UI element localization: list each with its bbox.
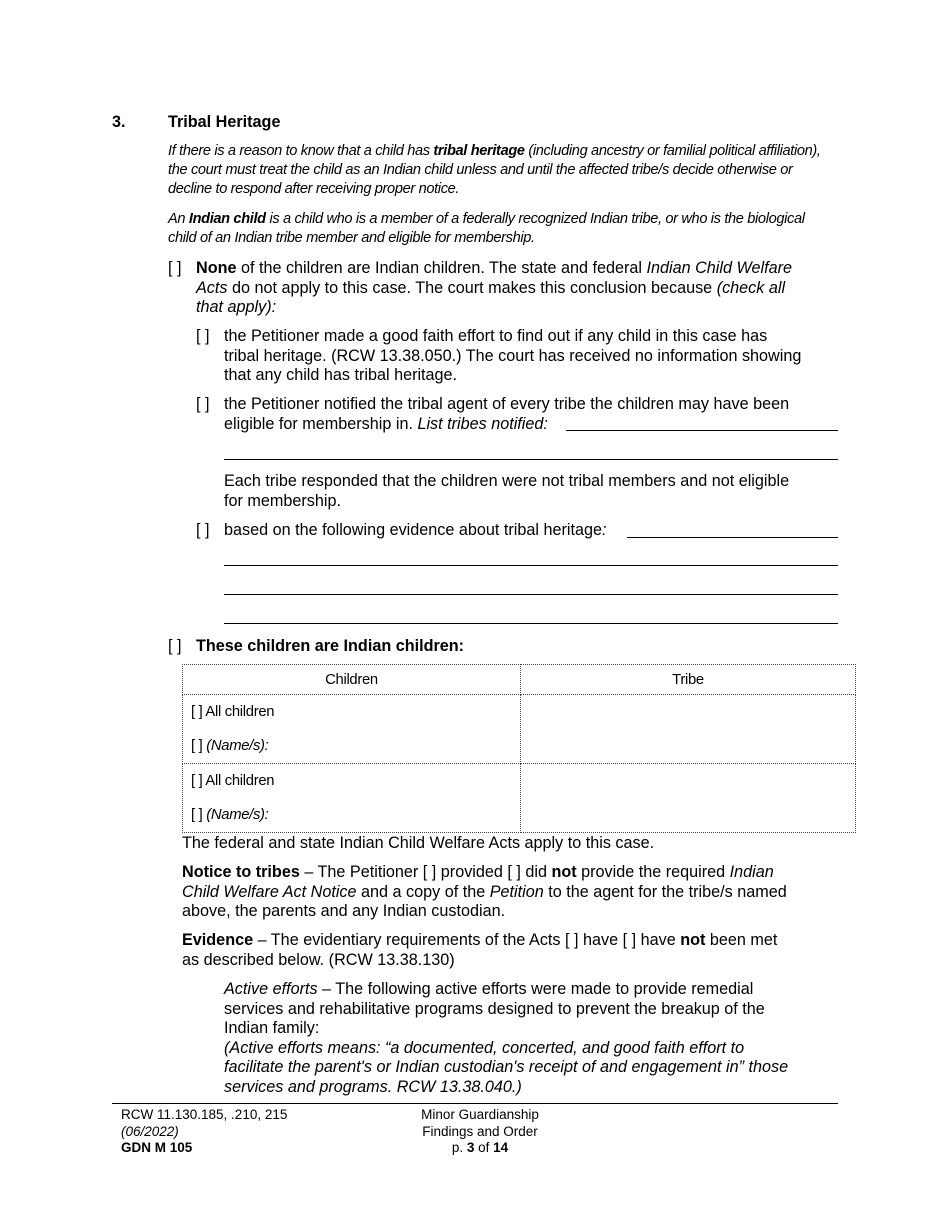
all-children-option[interactable]: [ ] All children (191, 773, 275, 789)
good-faith-checkbox[interactable]: [ ] (196, 327, 210, 345)
section-number: 3. (112, 113, 126, 131)
none-option-text: None of the children are Indian children. The state and federal Indian Child Welfare Acts do not apply to this case. The court makes this conclusion because (check all that apply): (196, 259, 792, 316)
table-row (183, 764, 856, 833)
footer-rule (112, 1103, 838, 1104)
icwa-applies-text: The federal and state Indian Child Welfare Acts apply to this case. (182, 834, 655, 852)
table-header-row (183, 665, 856, 695)
intro-paragraph-2: An Indian child is a child who is a member of a federally recognized Indian tribe, or who is the biological child of an Indian tribe member and eligible for membership. (168, 211, 805, 246)
children-column-header: Children (183, 665, 521, 695)
evidence-heritage-line-2[interactable] (224, 594, 838, 595)
evidence-heritage-text: based on the following evidence about tribal heritage: (224, 521, 607, 539)
tribe-column-header: Tribe (521, 665, 856, 695)
intro-paragraph-1: If there is a reason to know that a child has tribal heritage (including ancestry or familial political affiliation), the court must treat the child as an Indian child unless and until the affected tribe/s decide otherwise or decline to respond after receiving proper notice. (168, 143, 821, 197)
footer-left: RCW 11.130.185, .210, 215 (06/2022) GDN M 105 (121, 1107, 288, 1155)
evidence-heritage-field[interactable] (627, 537, 838, 538)
children-cell (183, 695, 521, 764)
active-efforts: Active efforts – The following active efforts were made to provide remedial services and rehabilitative programs designed to prevent the breakup of the Indian family: (Active efforts means: “a documented, concerted, and good faith effort to facilitate the parent's or Indian custodian's receipt of and engagement in” those services and programs. RCW 13.38.040.) (224, 980, 789, 1096)
page-number: p. 3 of 14 (451, 1140, 509, 1155)
tribe-cell[interactable] (521, 695, 856, 764)
evidence-paragraph: Evidence – The evidentiary requirements of the Acts [ ] have [ ] have not been met as described below. (RCW 13.38.130) (182, 931, 778, 969)
footer-center: Minor Guardianship Findings and Order p. 3 of 14 (380, 1107, 580, 1157)
tribes-notified-field[interactable] (566, 430, 838, 431)
children-cell (183, 764, 521, 833)
indian-children-checkbox[interactable]: [ ] (168, 637, 182, 655)
tribes-response-text: Each tribe responded that the children were not tribal members and not eligible for membership. (224, 472, 790, 510)
all-children-option[interactable]: [ ] All children (191, 704, 275, 720)
indian-children-label: These children are Indian children: (196, 637, 465, 655)
tribes-notified-field-2[interactable] (224, 459, 838, 460)
evidence-heritage-line-1[interactable] (224, 565, 838, 566)
names-option[interactable]: [ ] (Name/s): (191, 807, 269, 823)
notified-text: the Petitioner notified the tribal agent of every tribe the children may have been eligible for membership in. List tribes notified: (224, 395, 790, 433)
names-option[interactable]: [ ] (Name/s): (191, 738, 269, 754)
section-title: Tribal Heritage (168, 113, 281, 131)
none-checkbox[interactable]: [ ] (168, 259, 182, 277)
evidence-heritage-line-3[interactable] (224, 623, 838, 624)
table-row (183, 695, 856, 764)
good-faith-text: the Petitioner made a good faith effort to find out if any child in this case has tribal heritage. (RCW 13.38.050.) The court has received no information showing that any child has tribal heritage. (224, 327, 802, 384)
notice-to-tribes: Notice to tribes – The Petitioner [ ] provided [ ] did not provide the required Indian Child Welfare Act Notice and a copy of the Petition to the agent for the tribe/s named above, the parents and any Indian custodian. (182, 863, 787, 920)
evidence-heritage-checkbox[interactable]: [ ] (196, 521, 210, 539)
notified-checkbox[interactable]: [ ] (196, 395, 210, 413)
tribe-cell[interactable] (521, 764, 856, 833)
tribes-table (182, 664, 856, 833)
